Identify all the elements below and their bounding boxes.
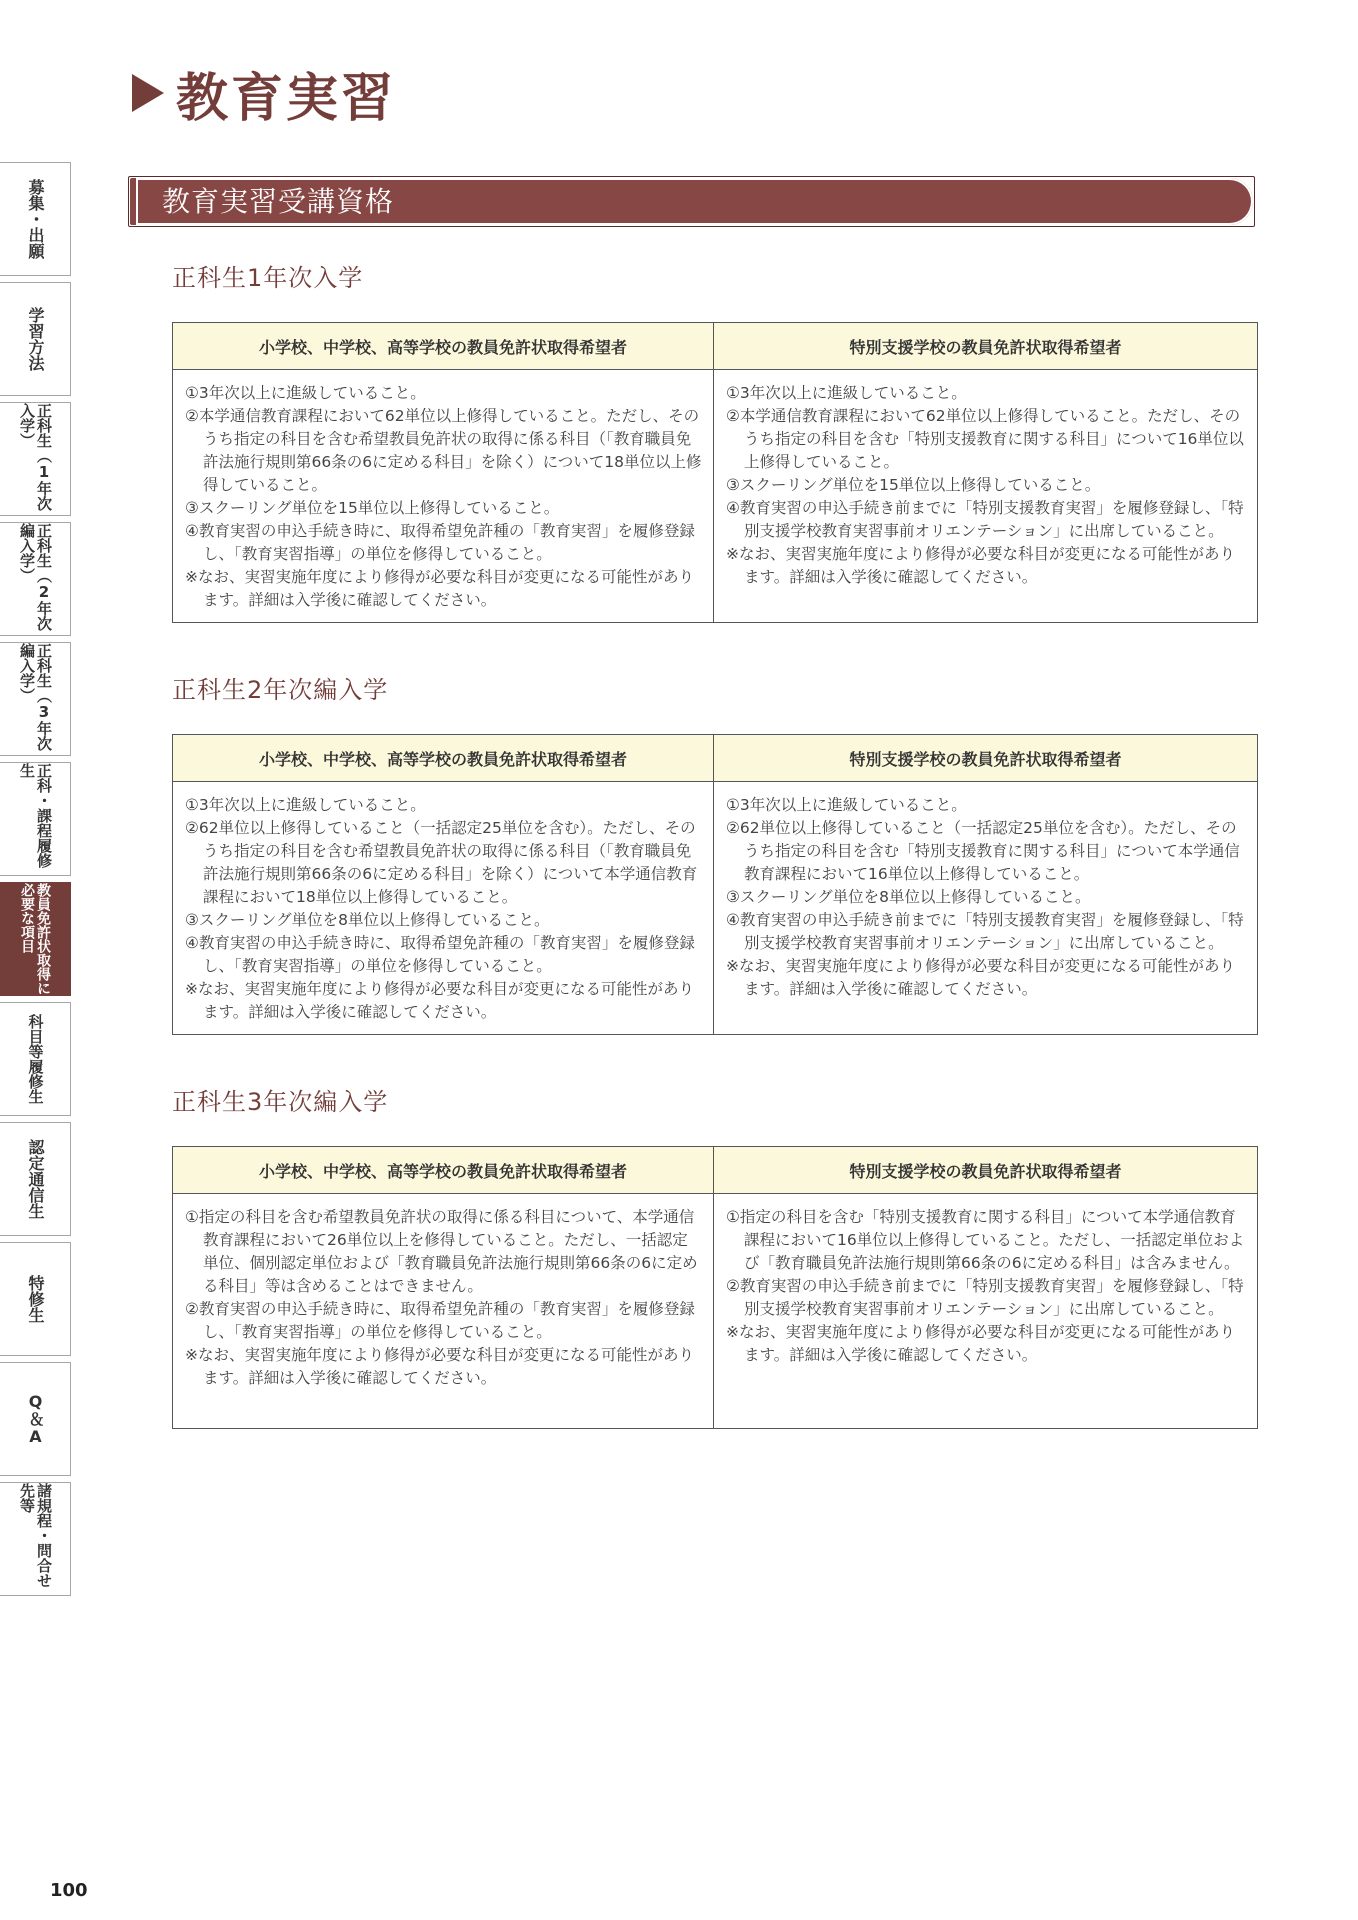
requirement-item: ②本学通信教育課程において62単位以上修得していること。ただし、そのうち指定の科目を含む「特別支援教育に関する科目」について16単位以上修得していること。 [726,407,1244,471]
requirement-item: ①3年次以上に進級していること。 [185,796,426,814]
requirement-item: ③スクーリング単位を15単位以上修得していること。 [726,476,1101,494]
sub-heading-year2: 正科生2年次編入学 [172,676,389,704]
requirements-special [714,1194,1258,1429]
requirement-item: ④教育実習の申込手続き前までに「特別支援教育実習」を履修登録し、「特別支援学校教育実習事前オリエンテーション」に出席していること。 [726,911,1244,952]
requirement-item: ④教育実習の申込手続き時に、取得希望免許種の「教育実習」を履修登録し、「教育実習指導」の単位を修得していること。 [185,934,695,975]
requirement-item: ②62単位以上修得していること（一括認定25単位を含む）。ただし、そのうち指定の科目を含む希望教員免許状の取得に係る科目（「教育職員免許法施行規則第66条の6に定める科目」を除く）について本学通信教育課程において18単位以上修得していること。 [185,819,698,906]
side-tab-teacher-license[interactable]: 教員免許状取得に必要な項目 [0,882,71,996]
requirement-note: ※なお、実習実施年度により修得が必要な科目が変更になる可能性があります。詳細は入学後に確認してください。 [185,1346,694,1387]
requirement-note: ※なお、実習実施年度により修得が必要な科目が変更になる可能性があります。詳細は入学後に確認してください。 [726,957,1235,998]
page-title [132,58,396,128]
requirements-general [173,782,714,1035]
side-tab-regular-year1[interactable]: 正科生（1年次入学） [0,402,71,516]
requirement-note: ※なお、実習実施年度により修得が必要な科目が変更になる可能性があります。詳細は入学後に確認してください。 [185,568,694,609]
requirements-general [173,370,714,623]
sub-heading-year3: 正科生3年次編入学 [172,1088,389,1116]
requirement-item: ③スクーリング単位を8単位以上修得していること。 [185,911,550,929]
requirement-note: ※なお、実習実施年度により修得が必要な科目が変更になる可能性があります。詳細は入学後に確認してください。 [185,980,694,1021]
page-title-text: 教育実習 [176,68,397,129]
section-header-text: 教育実習受講資格 [162,185,395,218]
sub-heading-year1: 正科生1年次入学 [172,264,364,292]
requirement-item: ②教育実習の申込手続き時に、取得希望免許種の「教育実習」を履修登録し、「教育実習指導」の単位を修得していること。 [185,1300,695,1341]
requirement-item: ①3年次以上に進級していること。 [726,384,967,402]
requirement-note: ※なお、実習実施年度により修得が必要な科目が変更になる可能性があります。詳細は入学後に確認してください。 [726,1323,1235,1364]
requirement-item: ①指定の科目を含む希望教員免許状の取得に係る科目について、本学通信教育課程において26単位以上を修得していること。ただし、一括認定単位、個別認定単位および「教育職員免許法施行規則第66条の6に定める科目」等は含めることはできません。 [185,1208,698,1295]
requirement-item: ④教育実習の申込手続き時に、取得希望免許種の「教育実習」を履修登録し、「教育実習指導」の単位を修得していること。 [185,522,695,563]
title-arrow-icon [132,74,164,112]
col-header-general: 小学校、中学校、高等学校の教員免許状取得希望者 [173,1147,714,1194]
requirement-item: ③スクーリング単位を15単位以上修得していること。 [185,499,560,517]
requirements-table-year1 [172,322,1258,623]
side-tab-recruitment[interactable]: 募集・出願 [0,162,71,276]
section-header [130,178,1253,225]
requirements-table-year2 [172,734,1258,1035]
side-tab-credit-students[interactable]: 科目等履修生 [0,1002,71,1116]
side-tab-certified[interactable]: 認定通信生 [0,1122,71,1236]
side-tab-qa[interactable]: Q＆A [0,1362,71,1476]
requirement-item: ③スクーリング単位を8単位以上修得していること。 [726,888,1091,906]
col-header-general: 小学校、中学校、高等学校の教員免許状取得希望者 [173,735,714,782]
page-number: 100 [50,1880,88,1901]
requirements-table-year3 [172,1146,1258,1429]
requirement-item: ④教育実習の申込手続き前までに「特別支援教育実習」を履修登録し、「特別支援学校教育実習事前オリエンテーション」に出席していること。 [726,499,1244,540]
col-header-special: 特別支援学校の教員免許状取得希望者 [714,323,1258,370]
requirements-general [173,1194,714,1429]
side-tab-special[interactable]: 特修生 [0,1242,71,1356]
side-tab-regular-year3[interactable]: 正科生（3年次編入学） [0,642,71,756]
side-tab-regulations[interactable]: 諸規程・問合せ先等 [0,1482,71,1596]
requirement-item: ②本学通信教育課程において62単位以上修得していること。ただし、そのうち指定の科目を含む希望教員免許状の取得に係る科目（「教育職員免許法施行規則第66条の6に定める科目」を除く）について18単位以上修得していること。 [185,407,702,494]
side-tab-study-method[interactable]: 学習方法 [0,282,71,396]
side-tab-course-students[interactable]: 正科・課程履修生 [0,762,71,876]
requirement-item: ②62単位以上修得していること（一括認定25単位を含む）。ただし、そのうち指定の科目を含む「特別支援教育に関する科目」について本学通信教育課程において16単位以上修得していること。 [726,819,1240,883]
requirement-note: ※なお、実習実施年度により修得が必要な科目が変更になる可能性があります。詳細は入学後に確認してください。 [726,545,1235,586]
col-header-special: 特別支援学校の教員免許状取得希望者 [714,1147,1258,1194]
col-header-general: 小学校、中学校、高等学校の教員免許状取得希望者 [173,323,714,370]
col-header-special: 特別支援学校の教員免許状取得希望者 [714,735,1258,782]
requirement-item: ②教育実習の申込手続き前までに「特別支援教育実習」を履修登録し、「特別支援学校教育実習事前オリエンテーション」に出席していること。 [726,1277,1244,1318]
requirements-special [714,370,1258,623]
requirement-item: ①3年次以上に進級していること。 [185,384,426,402]
requirement-item: ①3年次以上に進級していること。 [726,796,967,814]
requirement-item: ①指定の科目を含む「特別支援教育に関する科目」について本学通信教育課程において16単位以上修得していること。ただし、一括認定単位および「教育職員免許法施行規則第66条の6に定める科目」は含みません。 [726,1208,1245,1272]
requirements-special [714,782,1258,1035]
side-tab-regular-year2[interactable]: 正科生（2年次編入学） [0,522,71,636]
